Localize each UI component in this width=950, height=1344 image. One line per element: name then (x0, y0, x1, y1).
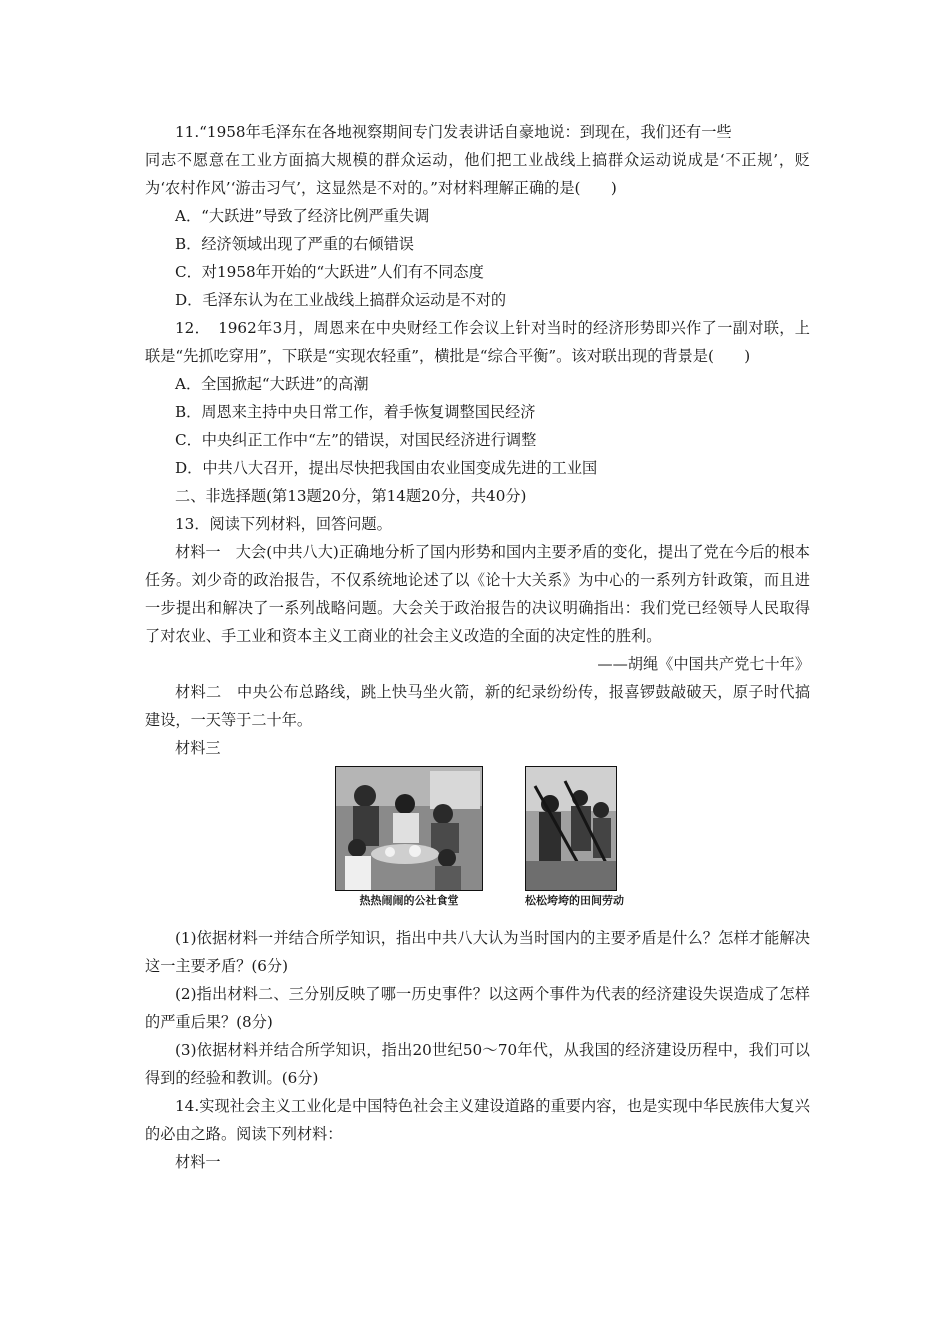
q13-sub-question-1: (1)依据材料一并结合所学知识，指出中共八大认为当时国内的主要矛盾是什么？怎样才能解决这一主要矛盾？(6分) (145, 929, 810, 975)
canteen-photo-image (335, 766, 483, 891)
photo-field-labor (525, 766, 624, 908)
q12-option-c[interactable]: C．中央纠正工作中“左”的错误，对国民经济进行调整 (175, 431, 537, 449)
canteen-photo-caption: 热热闹闹的公社食堂 (359, 894, 459, 907)
q12-option-a[interactable]: A．全国掀起“大跃进”的高潮 (175, 375, 369, 393)
field-labor-photo-image (525, 766, 617, 891)
exam-page (145, 118, 810, 1176)
material-3-photos (145, 766, 810, 916)
q12-stem: 12． 1962年3月，周恩来在中央财经工作会议上针对当时的经济形势即兴作了一副对联，上联是“先抓吃穿用”，下联是“实现农轻重”，横批是“综合平衡”。该对联出现的背景是( ) (145, 319, 810, 365)
q12-option-d[interactable]: D．中共八大召开，提出尽快把我国由农业国变成先进的工业国 (175, 459, 598, 477)
q13-material-2: 材料二 中央公布总路线，跳上快马坐火箭，新的纪录纷纷传，报喜锣鼓敲破天，原子时代搞建设，一天等于二十年。 (145, 683, 810, 729)
q13-material-3-label: 材料三 (175, 739, 221, 757)
q13-sub-question-3: (3)依据材料并结合所学知识，指出20世纪50～70年代，从我国的经济建设历程中，我们可以得到的经验和教训。(6分) (145, 1041, 810, 1087)
q11-option-b[interactable]: B．经济领域出现了严重的右倾错误 (175, 235, 414, 253)
q11-option-d[interactable]: D．毛泽东认为在工业战线上搞群众运动是不对的 (175, 291, 507, 309)
q13-sub-question-2: (2)指出材料二、三分别反映了哪一历史事件？以这两个事件为代表的经济建设失误造成了怎样的严重后果？(8分) (145, 985, 810, 1031)
q11-stem-rest: 同志不愿意在工业方面搞大规模的群众运动，他们把工业战线上搞群众运动说成是‘不正规’，贬为‘农村作风’‘游击习气’，这显然是不对的。”对材料理解正确的是( ) (145, 151, 810, 197)
field-labor-photo-caption: 松松垮垮的田间劳动 (525, 894, 624, 907)
q13-intro: 13．阅读下列材料，回答问题。 (175, 515, 392, 533)
q13-material-1-source: ——胡绳《中国共产党七十年》 (597, 655, 810, 673)
q14-stem: 14.实现社会主义工业化是中国特色社会主义建设道路的重要内容，也是实现中华民族伟大复兴的必由之路。阅读下列材料： (145, 1097, 810, 1143)
q11-option-a[interactable]: A．“大跃进”导致了经济比例严重失调 (175, 207, 430, 225)
q11-option-c[interactable]: C．对1958年开始的“大跃进”人们有不同态度 (175, 263, 484, 281)
q12-option-b[interactable]: B．周恩来主持中央日常工作，着手恢复调整国民经济 (175, 403, 536, 421)
q11-stem-line1: 11.“1958年毛泽东在各地视察期间专门发表讲话自豪地说：到现在，我们还有一些 (175, 123, 732, 141)
q14-material-1-label: 材料一 (175, 1153, 221, 1171)
q13-material-1: 材料一 大会(中共八大)正确地分析了国内形势和国内主要矛盾的变化，提出了党在今后的根本任务。刘少奇的政治报告，不仅系统地论述了以《论十大关系》为中心的一系列方针政策，而且进一步提出和解决了一系列战略问题。大会关于政治报告的决议明确指出：我们党已经领导人民取得了对农业、手工业和资本主义工商业的社会主义改造的全面的决定性的胜利。 (145, 543, 810, 645)
section-heading: 二、非选择题(第13题20分，第14题20分，共40分) (175, 487, 527, 505)
photo-commune-canteen (335, 766, 483, 908)
